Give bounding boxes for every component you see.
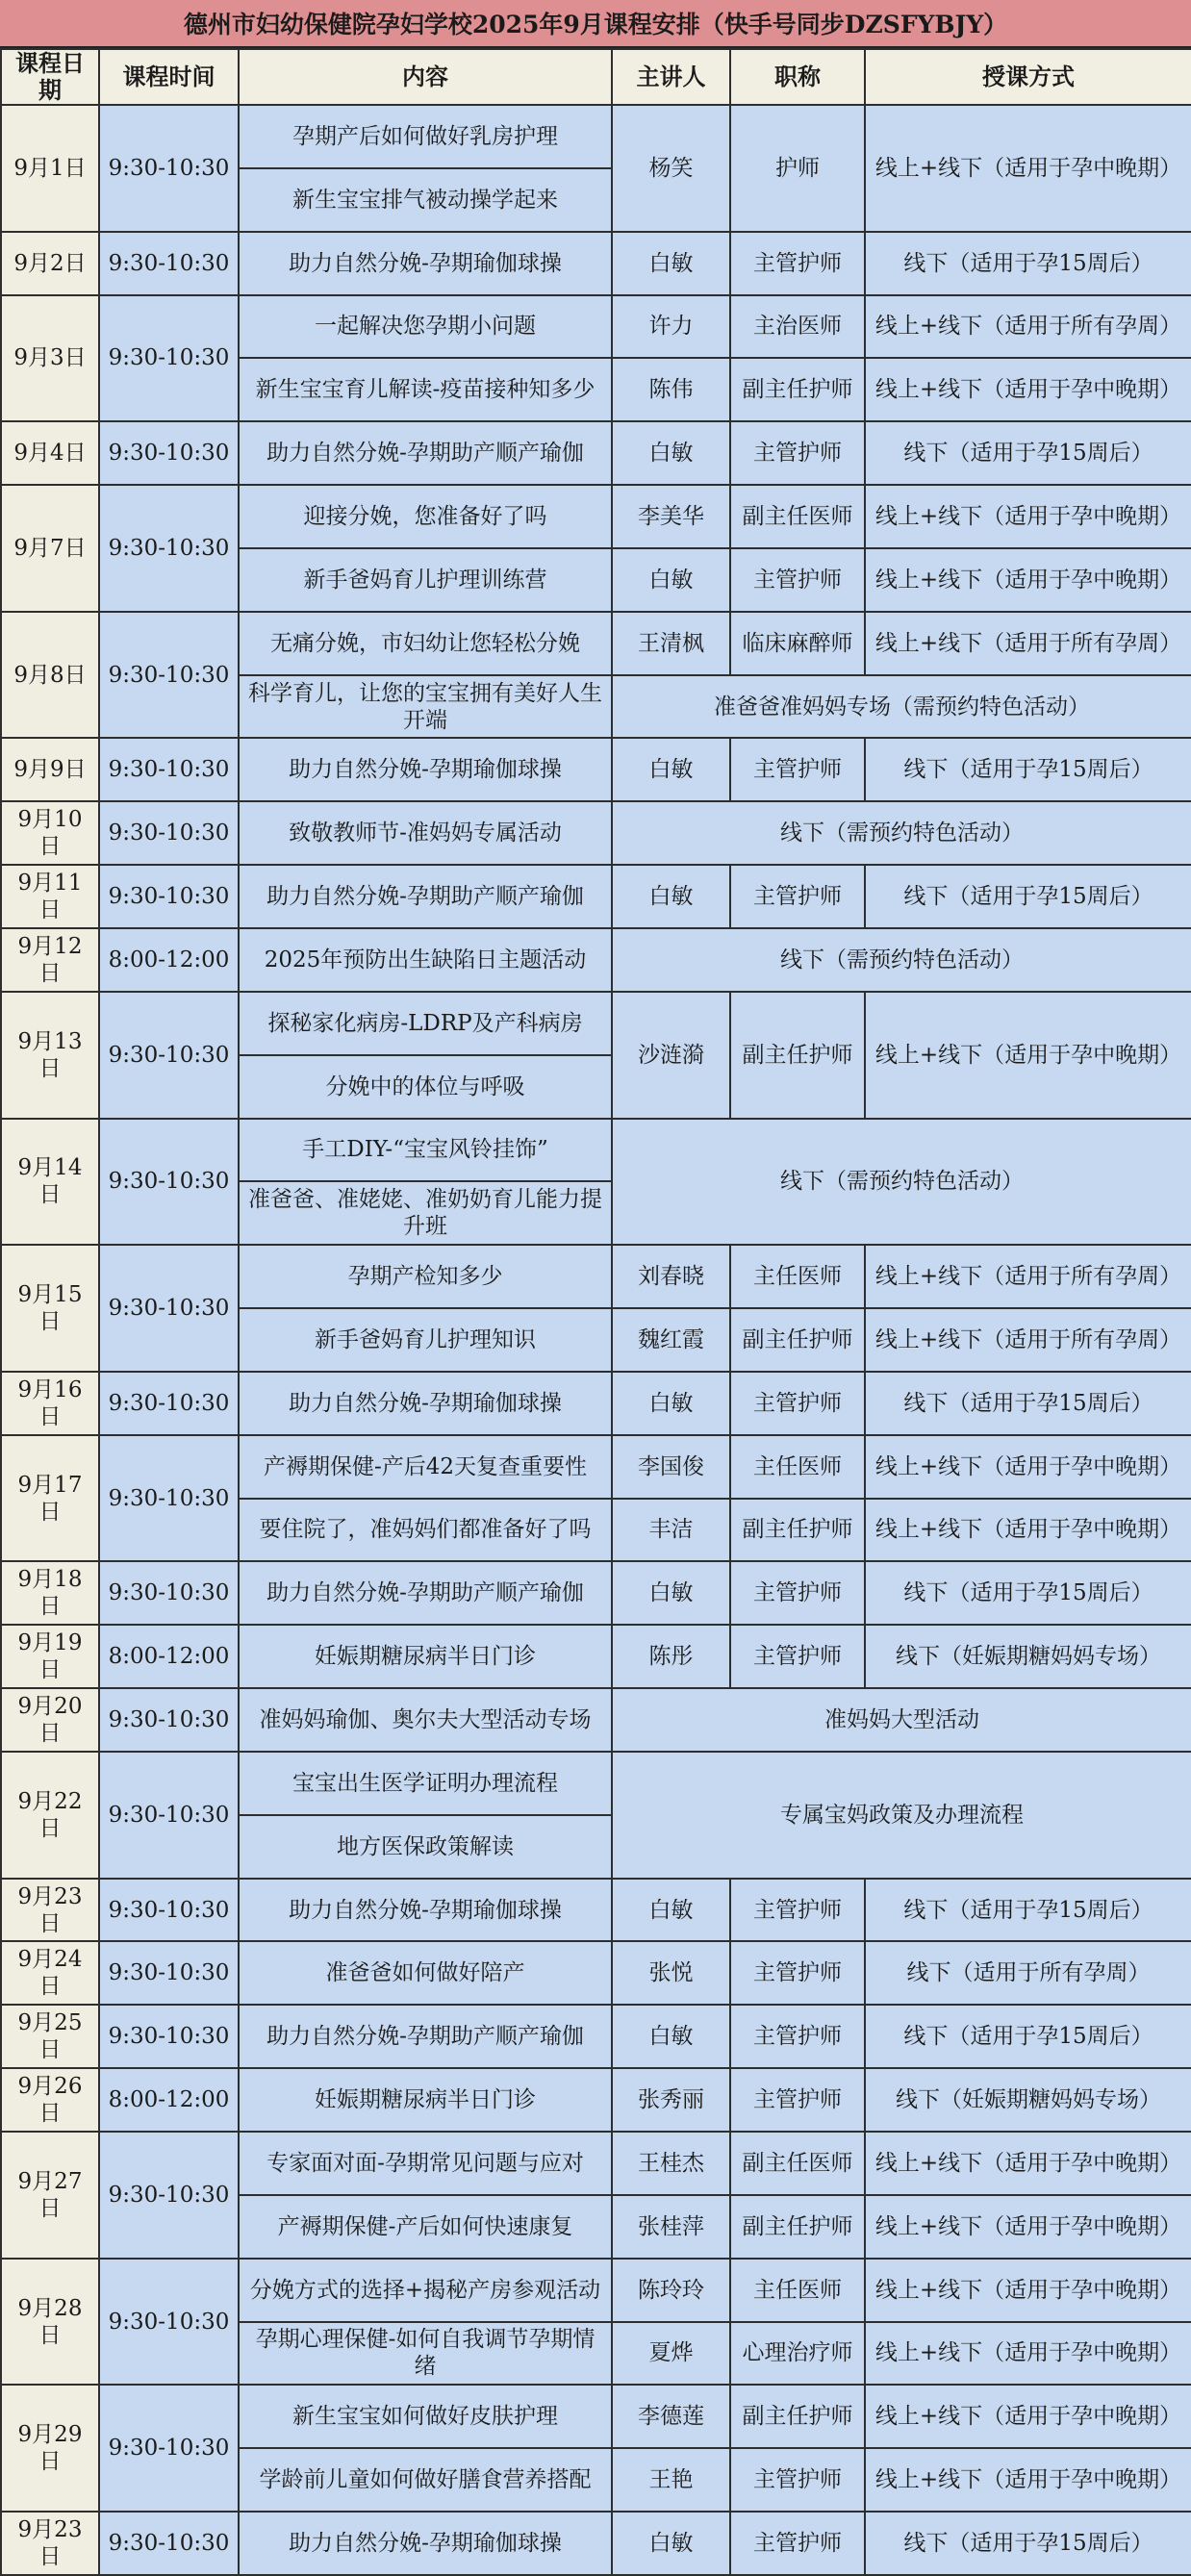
speaker-cell: 白敏 [612,1561,730,1625]
mode-cell: 线上+线下（适用于孕中晚期） [865,1499,1191,1562]
title-cell: 主管护师 [730,2068,865,2132]
content-cell: 新生宝宝排气被动操学起来 [239,168,612,232]
mode-cell: 线上+线下（适用于孕中晚期） [865,2448,1191,2512]
header-row [1,49,1191,105]
time-cell: 9:30-10:30 [99,1688,239,1752]
content-cell: 迎接分娩，您准备好了吗 [239,485,612,548]
time-cell: 9:30-10:30 [99,1245,239,1372]
speaker-cell: 张桂萍 [612,2195,730,2259]
mode-cell: 线下（适用于孕15周后） [865,2512,1191,2575]
mode-cell: 线上+线下（适用于孕中晚期） [865,2132,1191,2195]
time-cell: 9:30-10:30 [99,1879,239,1942]
title-cell: 副主任护师 [730,1499,865,1562]
mode-cell: 线上+线下（适用于孕中晚期） [865,105,1191,232]
date-cell: 9月10日 [1,801,99,865]
content-cell: 新生宝宝育儿解读-疫苗接种知多少 [239,358,612,421]
content-cell: 妊娠期糖尿病半日门诊 [239,2068,612,2132]
merged-cell: 线下（需预约特色活动） [612,1119,1191,1246]
time-cell: 9:30-10:30 [99,1752,239,1879]
mode-cell: 线上+线下（适用于孕中晚期） [865,2259,1191,2322]
speaker-cell: 白敏 [612,738,730,801]
merged-cell: 线下（需预约特色活动） [612,801,1191,865]
time-cell: 9:30-10:30 [99,2132,239,2259]
header-title: 职称 [730,49,865,105]
title-cell: 主管护师 [730,1625,865,1688]
mode-cell: 线下（妊娠期糖妈妈专场） [865,2068,1191,2132]
time-cell: 9:30-10:30 [99,1435,239,1562]
content-cell: 孕期产检知多少 [239,1245,612,1308]
mode-cell: 线上+线下（适用于孕中晚期） [865,992,1191,1119]
table-row [1,2512,1191,2575]
table-row [1,2132,1191,2195]
table-row [1,1119,1191,1182]
speaker-cell: 魏红霞 [612,1308,730,1372]
speaker-cell: 白敏 [612,1372,730,1435]
date-cell: 9月23日 [1,1879,99,1942]
date-cell: 9月13日 [1,992,99,1119]
time-cell: 9:30-10:30 [99,2259,239,2386]
title-cell: 副主任护师 [730,992,865,1119]
content-cell: 致敬教师节-准妈妈专属活动 [239,801,612,865]
mode-cell: 线上+线下（适用于所有孕周） [865,612,1191,675]
date-cell: 9月4日 [1,421,99,485]
title-cell: 副主任护师 [730,1308,865,1372]
speaker-cell: 刘春晓 [612,1245,730,1308]
mode-cell: 线下（适用于孕15周后） [865,421,1191,485]
mode-cell: 线上+线下（适用于孕中晚期） [865,2385,1191,2448]
content-cell: 分娩方式的选择+揭秘产房参观活动 [239,2259,612,2322]
mode-cell: 线上+线下（适用于孕中晚期） [865,2322,1191,2386]
title-cell: 副主任护师 [730,2195,865,2259]
speaker-cell: 沙涟漪 [612,992,730,1119]
time-cell: 9:30-10:30 [99,485,239,612]
title-cell: 副主任医师 [730,2132,865,2195]
speaker-cell: 许力 [612,295,730,359]
content-cell: 新手爸妈育儿护理知识 [239,1308,612,1372]
time-cell: 9:30-10:30 [99,1119,239,1246]
table-row [1,738,1191,801]
content-cell: 探秘家化病房-LDRP及产科病房 [239,992,612,1055]
table-row [1,485,1191,548]
time-cell: 9:30-10:30 [99,421,239,485]
time-cell: 9:30-10:30 [99,1941,239,2005]
time-cell: 9:30-10:30 [99,105,239,232]
date-cell: 9月12日 [1,928,99,992]
title-cell: 主管护师 [730,2448,865,2512]
content-cell: 孕期产后如何做好乳房护理 [239,105,612,168]
content-cell: 准爸爸、准姥姥、准奶奶育儿能力提升班 [239,1181,612,1245]
mode-cell: 线下（适用于孕15周后） [865,738,1191,801]
speaker-cell: 王桂杰 [612,2132,730,2195]
content-cell: 学龄前儿童如何做好膳食营养搭配 [239,2448,612,2512]
content-cell: 科学育儿，让您的宝宝拥有美好人生开端 [239,675,612,739]
mode-cell: 线下（适用于孕15周后） [865,2005,1191,2068]
date-cell: 9月24日 [1,1941,99,2005]
speaker-cell: 杨笑 [612,105,730,232]
content-cell: 无痛分娩，市妇幼让您轻松分娩 [239,612,612,675]
content-cell: 助力自然分娩-孕期瑜伽球操 [239,2512,612,2575]
content-cell: 助力自然分娩-孕期瑜伽球操 [239,738,612,801]
date-cell: 9月29日 [1,2385,99,2512]
mode-cell: 线下（适用于孕15周后） [865,232,1191,295]
table-row [1,2385,1191,2448]
time-cell: 9:30-10:30 [99,1561,239,1625]
time-cell: 9:30-10:30 [99,738,239,801]
table-row [1,1435,1191,1499]
date-cell: 9月15日 [1,1245,99,1372]
table-row [1,1561,1191,1625]
date-cell: 9月18日 [1,1561,99,1625]
mode-cell: 线上+线下（适用于孕中晚期） [865,2195,1191,2259]
mode-cell: 线上+线下（适用于孕中晚期） [865,358,1191,421]
content-cell: 孕期心理保健-如何自我调节孕期情绪 [239,2322,612,2386]
time-cell: 9:30-10:30 [99,992,239,1119]
content-cell: 地方医保政策解读 [239,1815,612,1879]
title-cell: 主任医师 [730,1245,865,1308]
mode-cell: 线下（适用于孕15周后） [865,865,1191,928]
title-cell: 主管护师 [730,1879,865,1942]
content-cell: 助力自然分娩-孕期助产顺产瑜伽 [239,1561,612,1625]
speaker-cell: 陈玲玲 [612,2259,730,2322]
mode-cell: 线上+线下（适用于孕中晚期） [865,485,1191,548]
title-cell: 主管护师 [730,2512,865,2575]
table-row [1,2259,1191,2322]
speaker-cell: 陈彤 [612,1625,730,1688]
table-row [1,295,1191,359]
merged-cell: 准妈妈大型活动 [612,1688,1191,1752]
time-cell: 9:30-10:30 [99,232,239,295]
header-content: 内容 [239,49,612,105]
speaker-cell: 夏烨 [612,2322,730,2386]
table-row [1,2068,1191,2132]
speaker-cell: 王清枫 [612,612,730,675]
table-row [1,1245,1191,1308]
date-cell: 9月14日 [1,1119,99,1246]
date-cell: 9月8日 [1,612,99,739]
table-row [1,1879,1191,1942]
speaker-cell: 白敏 [612,865,730,928]
table-row [1,232,1191,295]
content-cell: 新手爸妈育儿护理训练营 [239,548,612,612]
title-cell: 主管护师 [730,738,865,801]
title-cell: 主管护师 [730,2005,865,2068]
table-row [1,2005,1191,2068]
content-cell: 一起解决您孕期小问题 [239,295,612,359]
mode-cell: 线下（适用于孕15周后） [865,1372,1191,1435]
content-cell: 手工DIY-“宝宝风铃挂饰” [239,1119,612,1182]
table-row [1,105,1191,168]
header-date: 课程日期 [1,49,99,105]
table-row [1,1941,1191,2005]
content-cell: 助力自然分娩-孕期瑜伽球操 [239,1879,612,1942]
header-time: 课程时间 [99,49,239,105]
content-cell: 助力自然分娩-孕期助产顺产瑜伽 [239,421,612,485]
time-cell: 9:30-10:30 [99,2005,239,2068]
merged-cell: 线下（需预约特色活动） [612,928,1191,992]
speaker-cell: 张悦 [612,1941,730,2005]
title-cell: 副主任医师 [730,485,865,548]
speaker-cell: 李国俊 [612,1435,730,1499]
date-cell: 9月3日 [1,295,99,422]
content-cell: 妊娠期糖尿病半日门诊 [239,1625,612,1688]
content-cell: 宝宝出生医学证明办理流程 [239,1752,612,1815]
table-row [1,928,1191,992]
header-mode: 授课方式 [865,49,1191,105]
speaker-cell: 白敏 [612,421,730,485]
content-cell: 分娩中的体位与呼吸 [239,1055,612,1119]
content-cell: 要住院了，准妈妈们都准备好了吗 [239,1499,612,1562]
mode-cell: 线上+线下（适用于所有孕周） [865,1308,1191,1372]
schedule-body [1,105,1191,2575]
title-cell: 临床麻醉师 [730,612,865,675]
content-cell: 新生宝宝如何做好皮肤护理 [239,2385,612,2448]
mode-cell: 线上+线下（适用于孕中晚期） [865,1435,1191,1499]
schedule-table [0,48,1191,2576]
title-cell: 主管护师 [730,865,865,928]
time-cell: 8:00-12:00 [99,928,239,992]
date-cell: 9月9日 [1,738,99,801]
date-cell: 9月27日 [1,2132,99,2259]
mode-cell: 线下（适用于孕15周后） [865,1879,1191,1942]
time-cell: 9:30-10:30 [99,1372,239,1435]
table-row [1,612,1191,675]
table-row [1,1372,1191,1435]
content-cell: 准爸爸如何做好陪产 [239,1941,612,2005]
merged-cell: 专属宝妈政策及办理流程 [612,1752,1191,1879]
title-cell: 主治医师 [730,295,865,359]
date-cell: 9月28日 [1,2259,99,2386]
date-cell: 9月16日 [1,1372,99,1435]
speaker-cell: 张秀丽 [612,2068,730,2132]
content-cell: 助力自然分娩-孕期瑜伽球操 [239,1372,612,1435]
speaker-cell: 王艳 [612,2448,730,2512]
title-cell: 主任医师 [730,2259,865,2322]
content-cell: 2025年预防出生缺陷日主题活动 [239,928,612,992]
page-title: 德州市妇幼保健院孕妇学校2025年9月课程安排（快手号同步DZSFYBJY） [0,0,1191,48]
time-cell: 8:00-12:00 [99,1625,239,1688]
time-cell: 9:30-10:30 [99,801,239,865]
mode-cell: 线上+线下（适用于孕中晚期） [865,548,1191,612]
content-cell: 助力自然分娩-孕期瑜伽球操 [239,232,612,295]
title-cell: 主管护师 [730,1372,865,1435]
title-cell: 副主任护师 [730,358,865,421]
content-cell: 专家面对面-孕期常见问题与应对 [239,2132,612,2195]
title-cell: 心理治疗师 [730,2322,865,2386]
title-cell: 主管护师 [730,1561,865,1625]
time-cell: 8:00-12:00 [99,2068,239,2132]
title-cell: 主管护师 [730,421,865,485]
date-cell: 9月11日 [1,865,99,928]
mode-cell: 线下（妊娠期糖妈妈专场） [865,1625,1191,1688]
date-cell: 9月1日 [1,105,99,232]
speaker-cell: 李德莲 [612,2385,730,2448]
table-row [1,1625,1191,1688]
mode-cell: 线上+线下（适用于所有孕周） [865,1245,1191,1308]
merged-cell: 准爸爸准妈妈专场（需预约特色活动） [612,675,1191,739]
speaker-cell: 白敏 [612,1879,730,1942]
table-row [1,421,1191,485]
title-cell: 副主任护师 [730,2385,865,2448]
date-cell: 9月26日 [1,2068,99,2132]
title-cell: 主管护师 [730,548,865,612]
content-cell: 助力自然分娩-孕期助产顺产瑜伽 [239,865,612,928]
time-cell: 9:30-10:30 [99,295,239,422]
mode-cell: 线下（适用于所有孕周） [865,1941,1191,2005]
date-cell: 9月19日 [1,1625,99,1688]
title-cell: 主管护师 [730,1941,865,2005]
mode-cell: 线上+线下（适用于所有孕周） [865,295,1191,359]
speaker-cell: 陈伟 [612,358,730,421]
date-cell: 9月2日 [1,232,99,295]
date-cell: 9月20日 [1,1688,99,1752]
date-cell: 9月17日 [1,1435,99,1562]
date-cell: 9月7日 [1,485,99,612]
speaker-cell: 白敏 [612,232,730,295]
time-cell: 9:30-10:30 [99,2385,239,2512]
content-cell: 产褥期保健-产后42天复查重要性 [239,1435,612,1499]
title-cell: 主管护师 [730,232,865,295]
speaker-cell: 白敏 [612,2005,730,2068]
date-cell: 9月22日 [1,1752,99,1879]
content-cell: 产褥期保健-产后如何快速康复 [239,2195,612,2259]
mode-cell: 线下（适用于孕15周后） [865,1561,1191,1625]
table-row [1,801,1191,865]
date-cell: 9月25日 [1,2005,99,2068]
table-row [1,992,1191,1055]
title-cell: 主任医师 [730,1435,865,1499]
time-cell: 9:30-10:30 [99,2512,239,2575]
time-cell: 9:30-10:30 [99,865,239,928]
header-speaker: 主讲人 [612,49,730,105]
speaker-cell: 李美华 [612,485,730,548]
table-row [1,865,1191,928]
title-cell: 护师 [730,105,865,232]
date-cell: 9月23日 [1,2512,99,2575]
content-cell: 助力自然分娩-孕期助产顺产瑜伽 [239,2005,612,2068]
time-cell: 9:30-10:30 [99,612,239,739]
table-row [1,1688,1191,1752]
content-cell: 准妈妈瑜伽、奥尔夫大型活动专场 [239,1688,612,1752]
speaker-cell: 丰洁 [612,1499,730,1562]
speaker-cell: 白敏 [612,548,730,612]
table-row [1,1752,1191,1815]
speaker-cell: 白敏 [612,2512,730,2575]
